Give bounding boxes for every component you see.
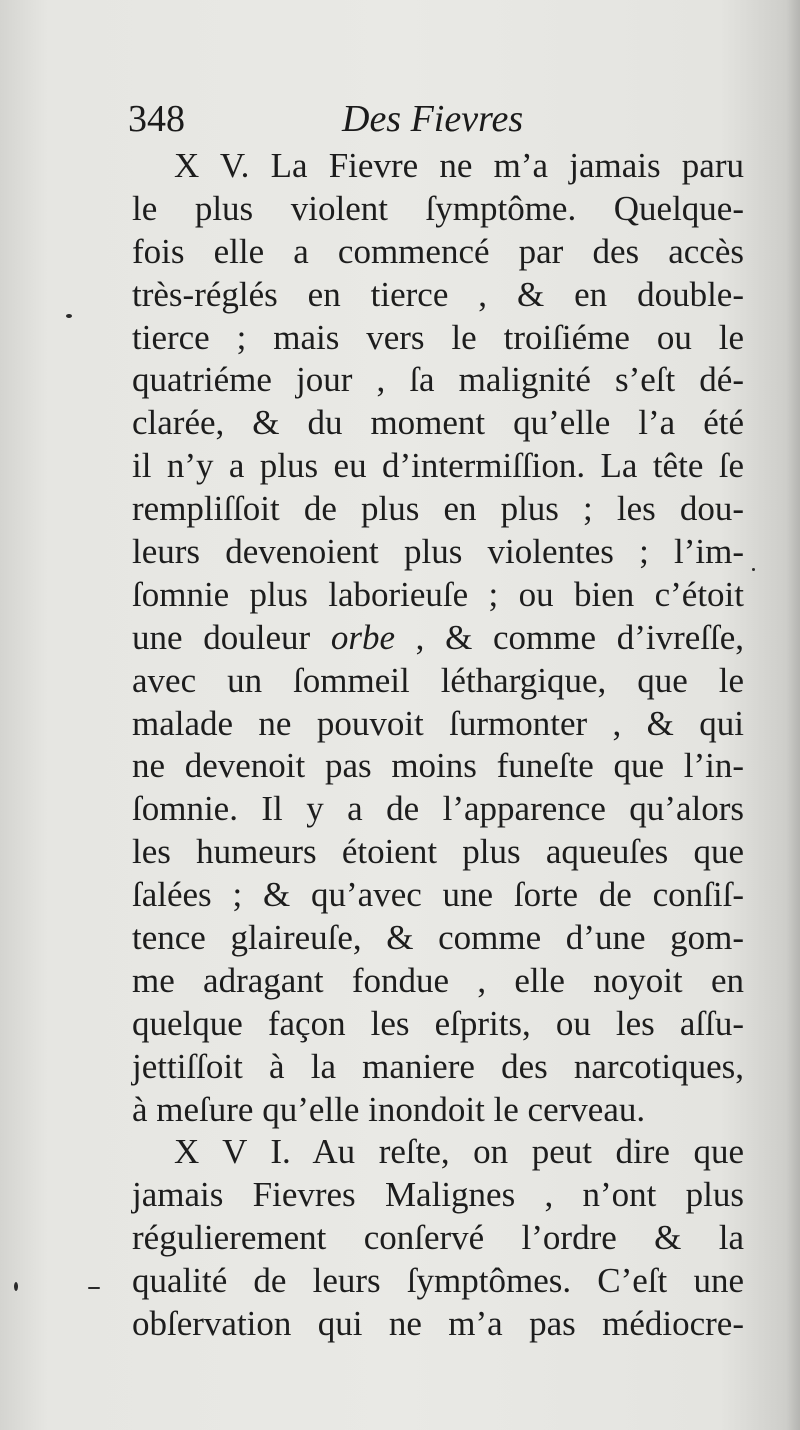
text-line: ne devenoit pas moins funeſte que l’in- [132,746,744,786]
text-line: il n’y a plus eu d’intermiſſion. La tête ſe [132,446,744,486]
page-number: 348 [128,98,185,140]
text-line: régulierement conſervé l’ordre & la [132,1218,744,1258]
text-line: ſomnie plus laborieuſe ; ou bien c’étoit [132,574,744,614]
ink-speck [752,568,755,571]
text-line: leurs devenoient plus violentes ; l’im- [132,532,744,572]
text-line: les humeurs étoient plus aqueuſes que [132,832,744,872]
text-line: malade ne pouvoit ſurmonter , & qui [132,703,744,743]
text-line: avec un ſommeil léthargique, que le [132,660,744,700]
text-line: quatriéme jour , ſa malignité s’eſt dé- [132,360,744,400]
text-line: X V. La Fievre ne m’a jamais paru [174,146,744,185]
ink-speck [88,1287,100,1289]
ink-speck [66,314,72,318]
text-line: le plus violent ſymptôme. Quelque- [132,188,744,228]
ink-speck [14,1282,18,1291]
text-line: jamais Fievres Malignes , n’ont plus [132,1175,744,1215]
text-line: qualité de leurs ſymptômes. C’eſt une [132,1261,744,1301]
text-line: rempliſſoit de plus en plus ; les dou- [132,489,744,529]
text-line: clarée, & du moment qu’elle l’a été [132,403,744,443]
text-line: tence glaireuſe, & comme d’une gom- [132,918,744,958]
italic-word: orbe [330,617,395,657]
text-line: jettiſſoit à la maniere des narcotiques, [132,1046,744,1086]
page-edge-shadow [786,0,800,1430]
text-line: obſervation qui ne m’a pas médiocre- [132,1304,744,1344]
text-line: ſalées ; & qu’avec une ſorte de conſiſ- [132,875,744,915]
page-header [128,96,748,146]
text-line: ſomnie. Il y a de l’apparence qu’alors [132,789,744,829]
text-line: une douleur orbe , & comme d’ivreſſe, [132,617,745,657]
text-line: fois elle a commencé par des accès [132,231,744,271]
text-line: me adragant fondue , elle noyoit en [132,960,744,1000]
text-line: très-réglés en tierce , & en double- [132,274,744,314]
text-line: quelque façon les eſprits, ou les aſſu- [132,1003,744,1043]
text-line: tierce ; mais vers le troiſiéme ou le [132,317,744,357]
text-line: à meſure qu’elle inondoit le cerveau. [132,1089,646,1129]
body-text [132,145,744,1346]
text-line: X V I. Au reſte, on peut dire que [174,1132,744,1172]
running-head: Des Fievres [342,98,524,140]
